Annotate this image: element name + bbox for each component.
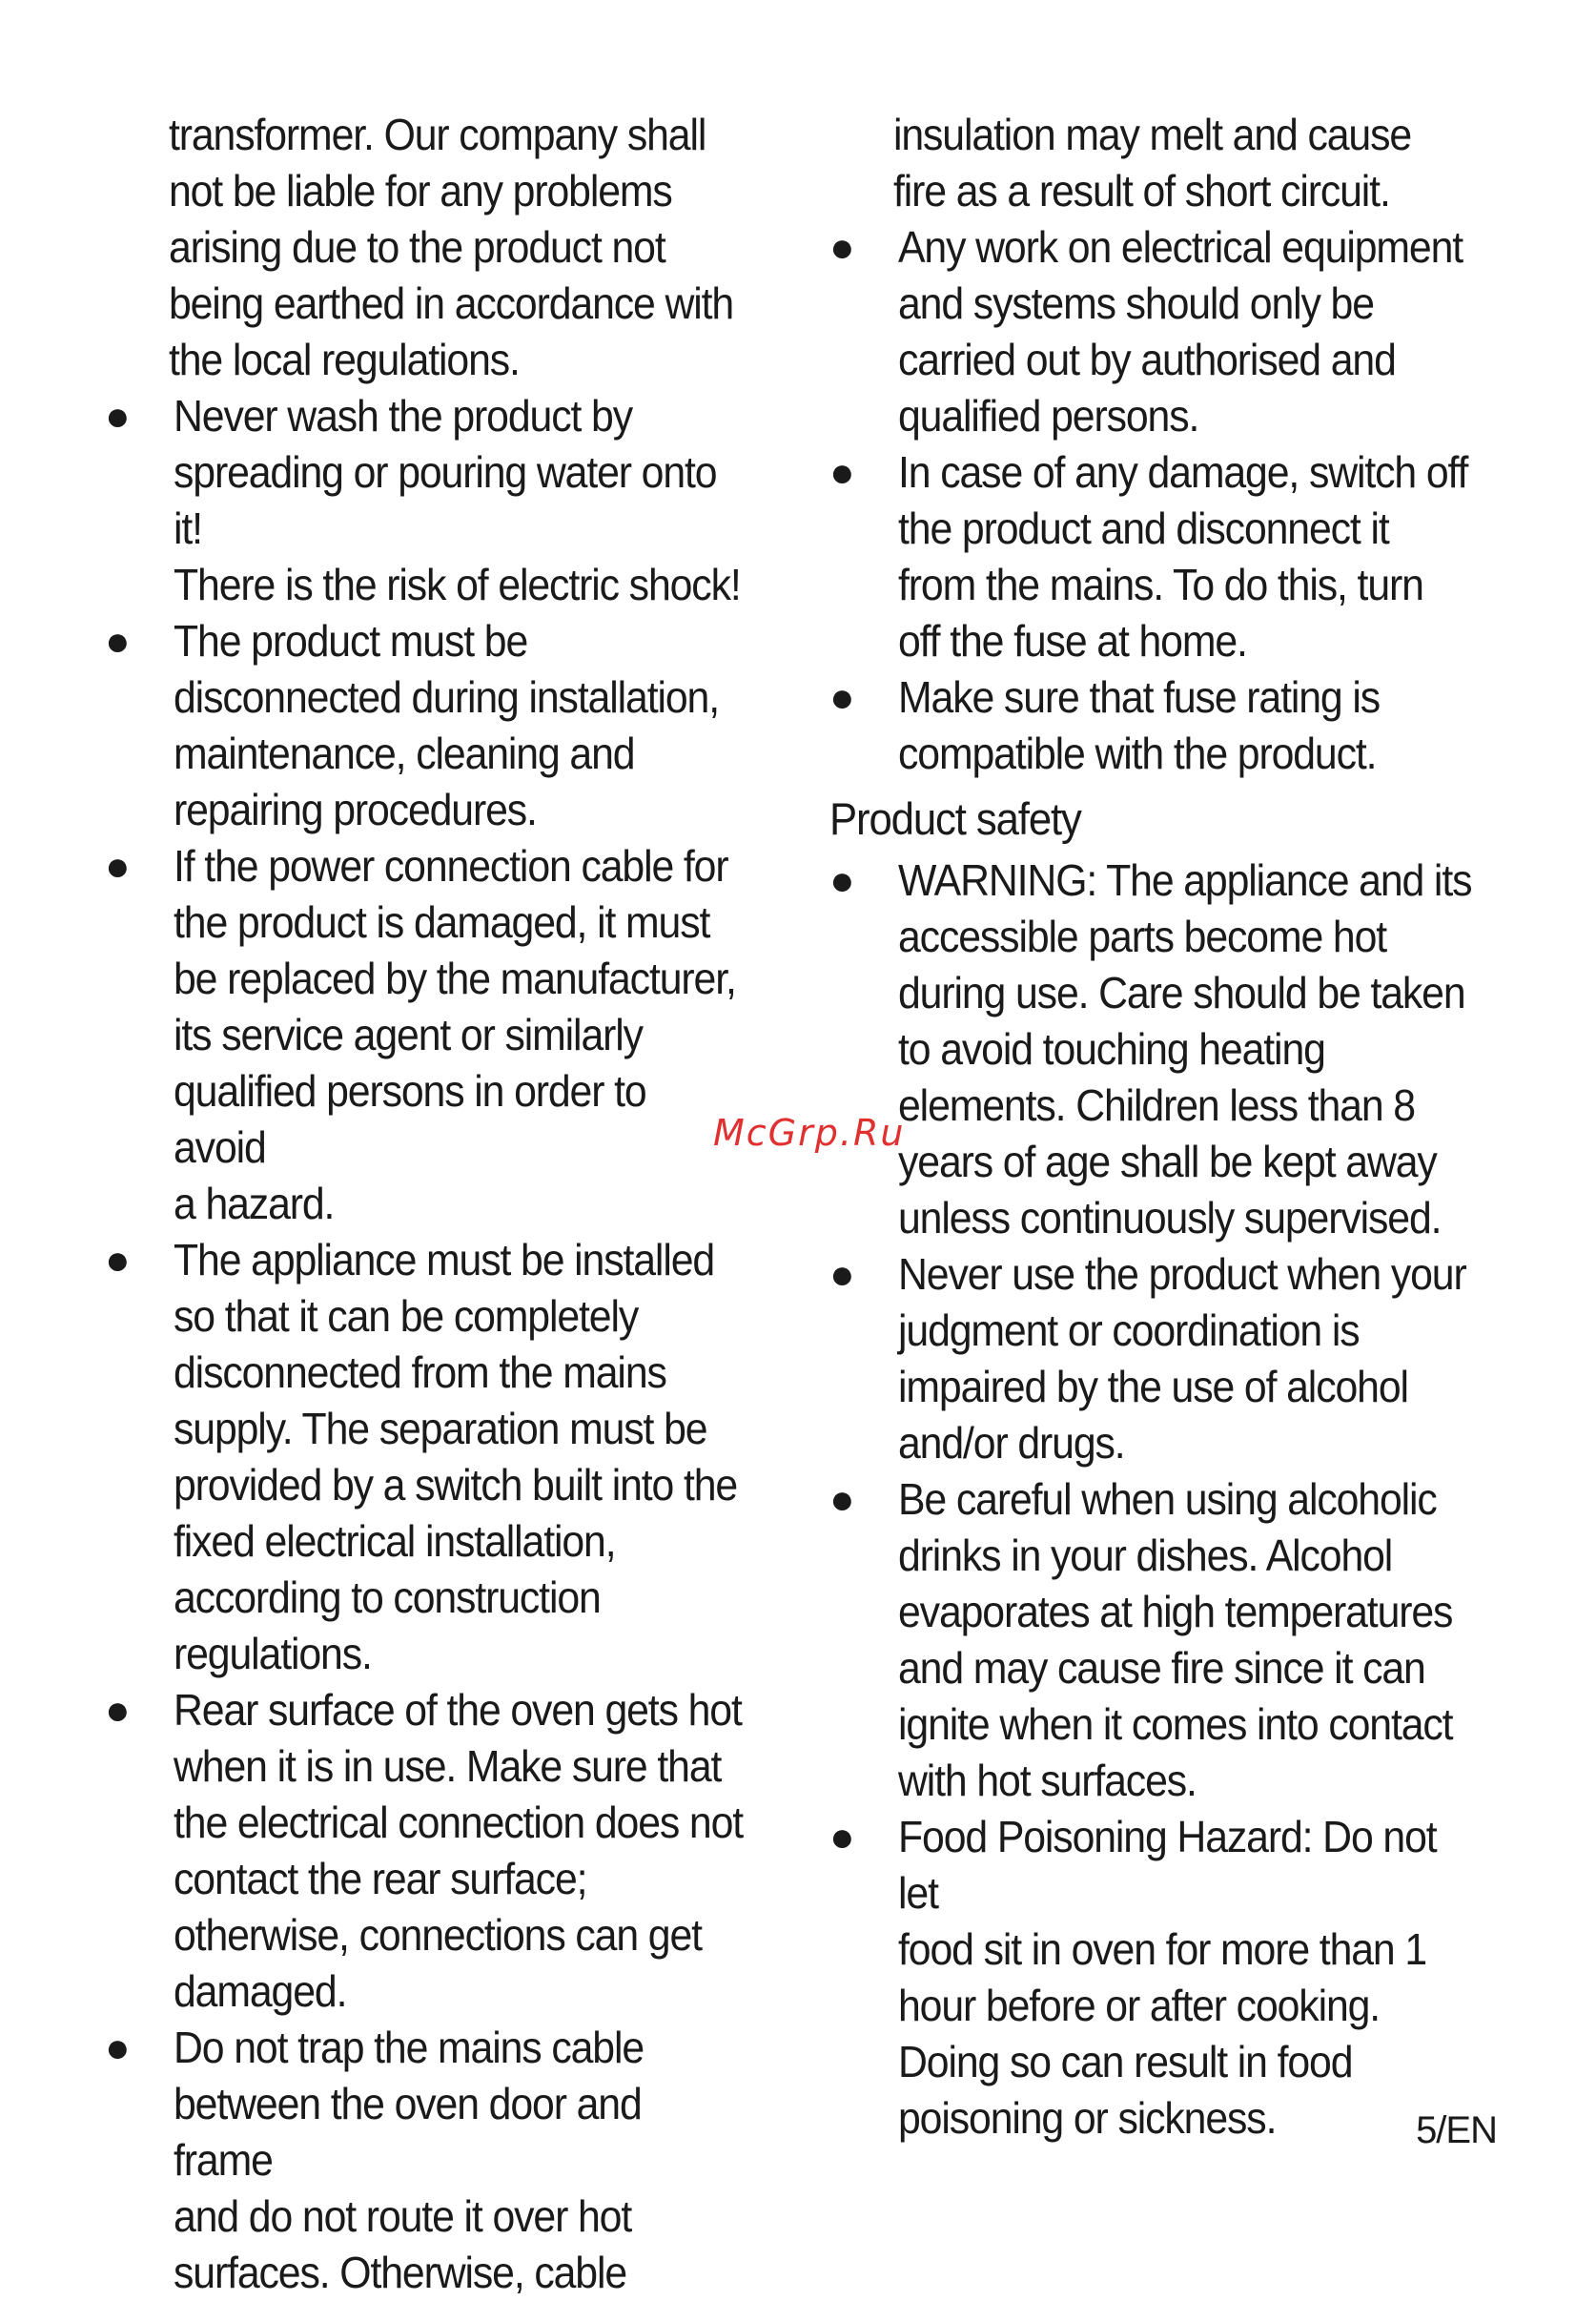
bullet-icon: ● <box>105 2024 131 2071</box>
bullet-icon: ● <box>105 393 131 440</box>
bullet-text: Rear surface of the oven gets hot when it is in use. Make sure that the electrical connection does not contact the rear surface; otherwise, connections can get damaged. <box>174 1685 744 2016</box>
bullet-icon: ● <box>829 1476 855 1523</box>
bullet-icon: ● <box>105 1237 131 1284</box>
bullet-icon: ● <box>105 843 131 890</box>
right-column <box>829 107 1516 2147</box>
bullet-item <box>105 613 791 838</box>
bullet-item <box>829 853 1516 1246</box>
bullet-icon: ● <box>829 1814 855 1860</box>
bullet-icon: ● <box>829 857 855 904</box>
bullet-text: The appliance must be installed so that it can be completely disconnected from the mains supply. The separation must be provided by a switch built into the fixed electrical installation, according to construction regulations. <box>174 1235 738 1678</box>
left-column <box>105 107 791 2301</box>
bullet-text: Do not trap the mains cable between the oven door and frame and do not route it over hot surfaces. Otherwise, cable <box>174 2023 645 2297</box>
bullet-text: In case of any damage, switch off the product and disconnect it from the mains. To do this, turn off the fuse at home. <box>898 447 1468 666</box>
bullet-text: Food Poisoning Hazard: Do not let food sit in oven for more than 1 hour before or after cooking. Doing so can result in food poisoning or sickness. <box>898 1812 1437 2143</box>
bullet-text: Be careful when using alcoholic drinks in your dishes. Alcohol evaporates at high temperatures and may cause fire since it can ignite when it comes into contact with hot surfaces. <box>898 1474 1453 1805</box>
watermark-text: McGrp.Ru <box>713 1112 906 1154</box>
bullet-icon: ● <box>829 449 855 496</box>
bullet-text: Make sure that fuse rating is compatible with the product. <box>898 672 1381 778</box>
bullet-item <box>105 1682 791 2020</box>
bullet-item <box>105 388 791 613</box>
right-intro-paragraph: insulation may melt and cause fire as a result of short circuit. <box>892 110 1412 216</box>
bullet-icon: ● <box>829 674 855 721</box>
left-intro-paragraph: transformer. Our company shall not be liable for any problems arising due to the product not being earthed in accordance with the local regulations. <box>168 110 734 384</box>
section-heading: Product safety <box>829 793 1081 844</box>
bullet-icon: ● <box>829 224 855 271</box>
bullet-icon: ● <box>829 1251 855 1298</box>
bullet-item <box>829 669 1516 782</box>
bullet-item <box>105 2020 791 2301</box>
bullet-item <box>829 219 1516 444</box>
bullet-text: Any work on electrical equipment and systems should only be carried out by authorised and qualified persons. <box>898 222 1463 441</box>
bullet-text: The product must be disconnected during installation, maintenance, cleaning and repairing procedures. <box>174 616 719 834</box>
bullet-text: WARNING: The appliance and its accessible parts become hot during use. Care should be taken to avoid touching heating elements. Children less than 8 years of age shall be kept away unless continuously supervised. <box>898 855 1472 1243</box>
bullet-text: Never use the product when your judgment or coordination is impaired by the use of alcohol and/or drugs. <box>898 1249 1466 1468</box>
bullet-item <box>105 1232 791 1682</box>
bullet-item <box>829 1809 1516 2147</box>
bullet-text: Never wash the product by spreading or pouring water onto it! There is the risk of electric shock! <box>174 391 741 609</box>
page-number: 5/EN <box>1416 2109 1497 2151</box>
bullet-icon: ● <box>105 618 131 665</box>
bullet-icon: ● <box>105 1687 131 1734</box>
bullet-item <box>829 1246 1516 1471</box>
bullet-text: If the power connection cable for the product is damaged, it must be replaced by the manufacturer, its service agent or similarly qualified persons in order to avoid a hazard. <box>174 841 736 1228</box>
bullet-item <box>105 838 791 1232</box>
bullet-item <box>829 1471 1516 1809</box>
bullet-item <box>829 444 1516 669</box>
